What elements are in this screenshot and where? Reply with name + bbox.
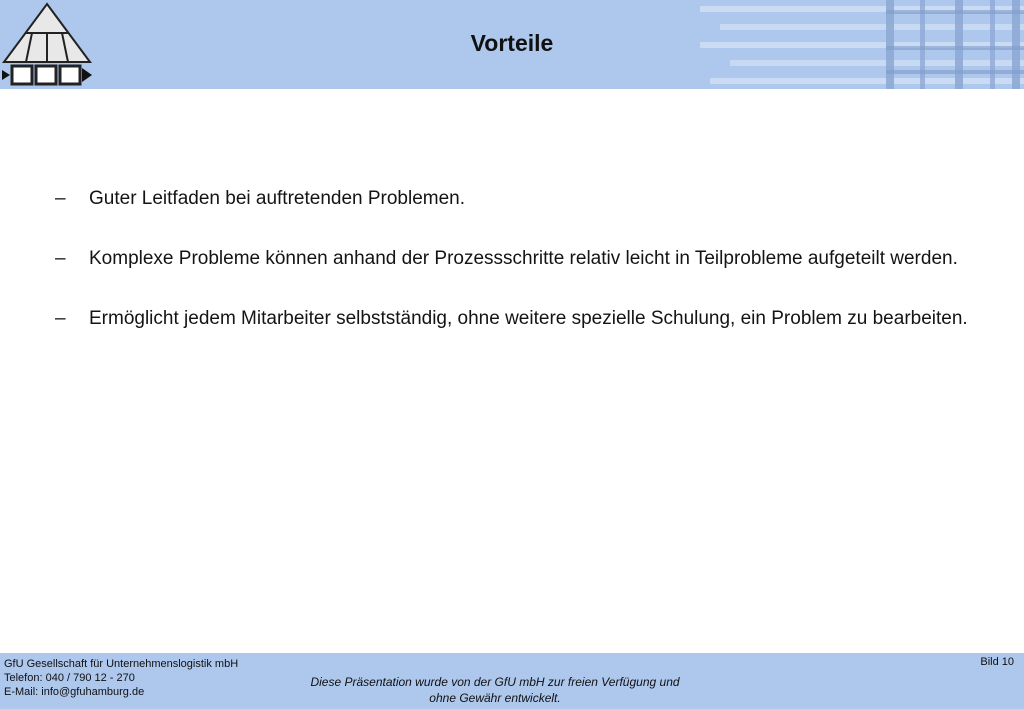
disclaimer (270, 674, 720, 706)
disclaimer-line: Diese Präsentation wurde von der GfU mbH zur freien Verfügung und (310, 675, 680, 689)
company-phone: Telefon: 040 / 790 12 - 270 (4, 672, 135, 684)
company-email: E-Mail: info@gfuhamburg.de (4, 686, 145, 698)
page-title: Vorteile (470, 30, 554, 56)
bullet-marker: – (55, 308, 66, 329)
company-name: GfU Gesellschaft für Unternehmenslogistik mbH (4, 658, 239, 670)
footer-band (0, 653, 1024, 709)
bullet-text: Guter Leitfaden bei auftretenden Problemen. (89, 188, 466, 209)
bullet-marker: – (55, 188, 66, 209)
bullet-text: Komplexe Probleme können anhand der Prozessschritte relativ leicht in Teilprobleme aufgeteilt werden. (89, 248, 958, 269)
bullet-marker: – (55, 248, 66, 269)
bullet-text: Ermöglicht jedem Mitarbeiter selbstständig, ohne weitere spezielle Schulung, ein Problem zu bearbeiten. (89, 308, 968, 329)
bullet-item (55, 186, 985, 212)
header-band (0, 0, 1024, 89)
disclaimer-line: ohne Gewähr entwickelt. (429, 691, 561, 705)
slide-number: Bild 10 (980, 656, 1014, 668)
bullet-list (55, 186, 985, 366)
bullet-item (55, 306, 985, 332)
bullet-item (55, 246, 985, 272)
company-info (4, 657, 238, 699)
decorative-grid-pattern (700, 0, 1024, 89)
